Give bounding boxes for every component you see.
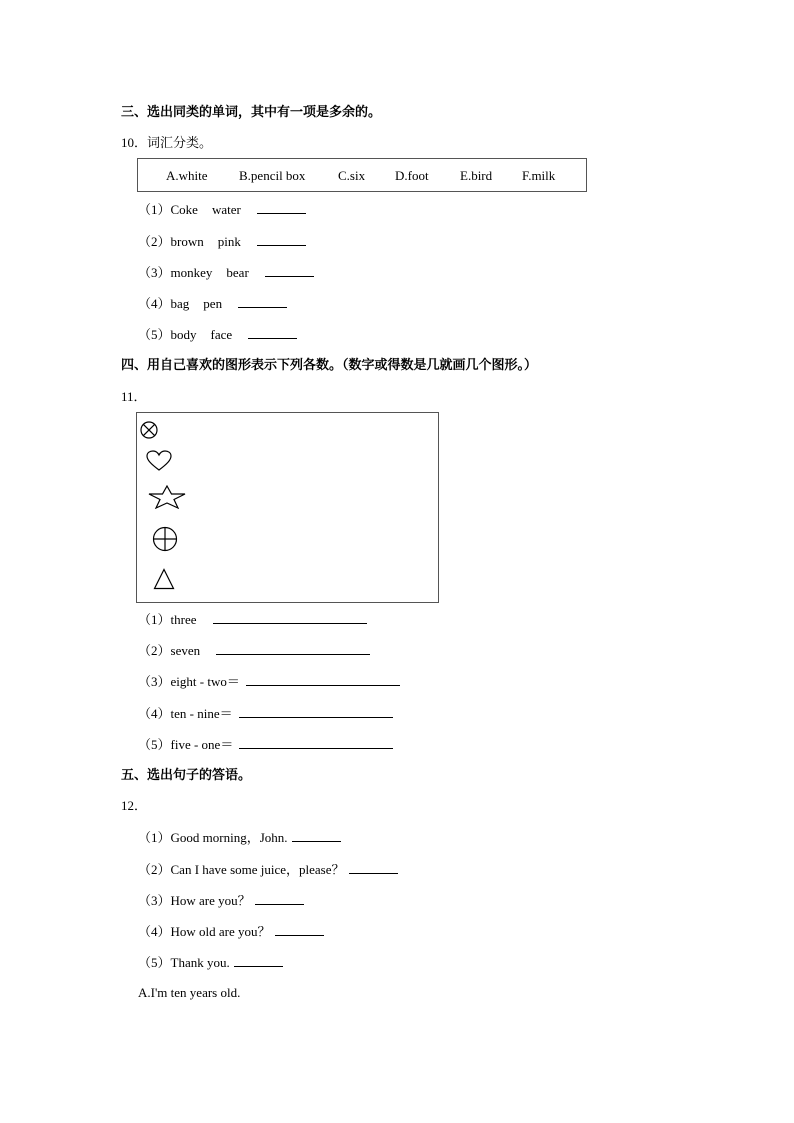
q10-item-3: （3）monkey bear [138, 264, 314, 281]
circled-plus-icon [152, 526, 178, 552]
answer-blank[interactable] [257, 233, 306, 246]
q11-item-5: （5）five - one＝ [138, 736, 393, 753]
option-d: D.foot [395, 168, 429, 183]
answer-blank[interactable] [275, 923, 324, 936]
answer-blank[interactable] [292, 829, 341, 842]
q12-item-1: （1）Good morning，John. [138, 829, 341, 846]
q11-label: 11． [121, 389, 147, 404]
answer-blank[interactable] [246, 673, 400, 686]
q11-item-2: （2）seven [138, 642, 370, 659]
answer-blank[interactable] [239, 736, 393, 749]
circled-x-icon [139, 420, 159, 440]
answer-blank[interactable] [234, 954, 283, 967]
answer-blank[interactable] [257, 201, 306, 214]
q10-item-2: （2）brown pink [138, 233, 306, 250]
q11-item-1: （1）three [138, 611, 367, 628]
option-f: F.milk [522, 168, 556, 183]
answer-blank[interactable] [239, 705, 393, 718]
option-c: C.six [338, 168, 366, 183]
answer-blank[interactable] [238, 295, 287, 308]
q12-item-3: （3）How are you？ [138, 892, 304, 909]
answer-blank[interactable] [255, 892, 304, 905]
answer-blank[interactable] [265, 264, 314, 277]
q12-item-5: （5）Thank you. [138, 954, 283, 971]
triangle-icon [153, 568, 175, 590]
heart-icon [146, 450, 172, 472]
option-b: B.pencil box [239, 168, 306, 183]
answer-option-a: A.I'm ten years old. [138, 985, 241, 1000]
q11-item-3: （3）eight - two＝ [138, 673, 400, 690]
option-e: E.bird [460, 168, 493, 183]
q12-item-4: （4）How old are you？ [138, 923, 324, 940]
q11-item-4: （4）ten - nine＝ [138, 705, 393, 722]
q12-item-2: （2）Can I have some juice，please？ [138, 861, 398, 878]
answer-blank[interactable] [349, 861, 398, 874]
q10-item-1: （1）Coke water [138, 201, 306, 218]
q10-item-5: （5）body face [138, 326, 297, 343]
section3-heading: 三、选出同类的单词，其中有一项是多余的。 [121, 104, 382, 119]
answer-blank[interactable] [216, 642, 370, 655]
option-a: A.white [166, 168, 208, 183]
section4-heading: 四、用自己喜欢的图形表示下列各数。（数字或得数是几就画几个图形。） [121, 357, 538, 372]
shapes-box [136, 412, 439, 603]
section5-heading: 五、选出句子的答语。 [121, 767, 252, 782]
q10-label: 10．词汇分类。 [121, 135, 213, 150]
word-options-box [137, 158, 587, 192]
answer-blank[interactable] [248, 326, 297, 339]
answer-blank[interactable] [213, 611, 367, 624]
star-icon [147, 485, 187, 509]
q12-label: 12． [121, 798, 148, 813]
q10-item-4: （4）bag pen [138, 295, 287, 312]
